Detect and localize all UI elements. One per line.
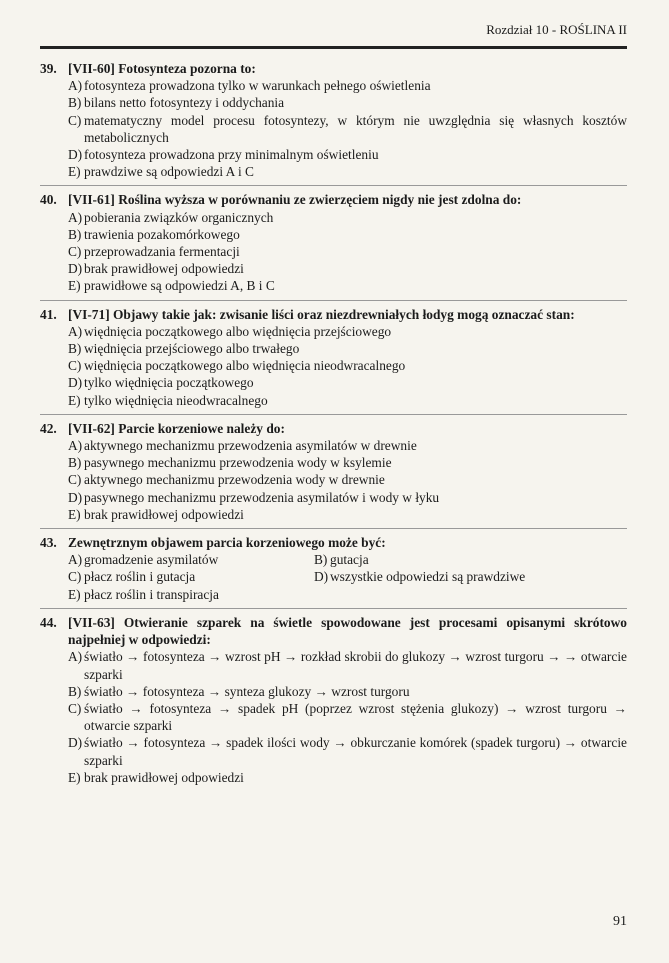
question-39 [40,60,627,180]
option: B) światło → fotosynteza → synteza glukozy → wzrost turgoru [68,683,410,699]
question-42 [40,420,627,523]
option: B) więdnięcia przejściowego albo trwałego [68,341,300,357]
running-header: Rozdział 10 - ROŚLINA II [486,22,627,37]
question-title: [VII-61] Roślina wyższa w porównaniu ze zwierzęciem nigdy nie jest zdolna do: [68,192,522,208]
page-content [40,60,627,791]
option: D) brak prawidłowej odpowiedzi [68,261,244,277]
question-number: 43. [40,535,57,551]
question-41 [40,306,627,409]
option: A) fotosynteza prowadzona tylko w warunkach pełnego oświetlenia [68,78,431,94]
question-separator [40,608,627,609]
option: A) światło → fotosynteza → wzrost pH → rozkład skrobii do glukozy → wzrost turgoru → → otwarcie szparki [68,649,627,682]
option: C) przeprowadzania fermentacji [68,244,240,260]
option: D) tylko więdnięcia początkowego [68,375,254,391]
option: E) brak prawidłowej odpowiedzi [68,506,244,522]
option: B) bilans netto fotosyntezy i oddychania [68,95,285,111]
question-number: 42. [40,420,57,436]
option: E) prawidłowe są odpowiedzi A, B i C [68,278,275,294]
option: A) gromadzenie asymilatów [68,552,219,568]
option: A) więdnięcia początkowego albo więdnięcia przejściowego [68,323,392,339]
option: C) światło → fotosynteza → spadek pH (poprzez wzrost stężenia glukozy) → wzrost turgoru → otwarcie szparki [68,700,627,734]
page-number: 91 [613,914,627,929]
option: A) aktywnego mechanizmu przewodzenia asymilatów w drewnie [68,438,417,454]
question-separator [40,300,627,301]
option: C) płacz roślin i gutacja [68,569,196,585]
option: D) wszystkie odpowiedzi są prawdziwe [314,569,526,585]
option: C) aktywnego mechanizmu przewodzenia wody w drewnie [68,472,385,488]
header-rule [40,46,627,49]
option: E) tylko więdnięcia nieodwracalnego [68,392,268,408]
question-separator [40,185,627,186]
question-title: [VI-71] Objawy takie jak: zwisanie liści oraz niezdrewniałych łodyg mogą oznaczać stan: [68,306,575,322]
question-title: [VII-62] Parcie korzeniowe należy do: [68,420,285,436]
option: E) brak prawidłowej odpowiedzi [68,769,244,785]
option: A) pobierania związków organicznych [68,209,274,225]
option: C) więdnięcia początkowego albo więdnięcia nieodwracalnego [68,358,406,374]
question-number: 39. [40,61,57,76]
question-number: 40. [40,192,57,208]
question-40 [40,191,627,294]
question-43 [40,534,627,603]
question-44 [40,614,627,786]
question-title: Zewnętrznym objawem parcia korzeniowego może być: [68,535,386,551]
question-separator [40,414,627,415]
question-number: 41. [40,306,57,322]
option: B) gutacja [314,552,369,568]
question-separator [40,528,627,529]
option: E) płacz roślin i transpiracja [68,586,219,602]
option: D) pasywnego mechanizmu przewodzenia asymilatów i wody w łyku [68,489,440,505]
question-title: [VII-60] Fotosynteza pozorna to: [68,61,256,76]
option: B) trawienia pozakomórkowego [68,226,240,242]
question-title: [VII-63] Otwieranie szparek na świetle spowodowane jest procesami opisanymi skrótowo najpełniej w odpowiedzi: [68,614,627,648]
option: D) światło → fotosynteza → spadek ilości wody → obkurczanie komórek (spadek turgoru) → otwarcie szparki [68,735,627,768]
option: D) fotosynteza prowadzona przy minimalnym oświetleniu [68,147,379,163]
question-number: 44. [40,614,57,630]
option: E) prawdziwe są odpowiedzi A i C [68,164,254,180]
option: B) pasywnego mechanizmu przewodzenia wody w ksylemie [68,455,392,471]
option: C) matematyczny model procesu fotosyntezy, w którym nie uwzględnia się własnych kosztów metabolicznych [68,112,627,145]
